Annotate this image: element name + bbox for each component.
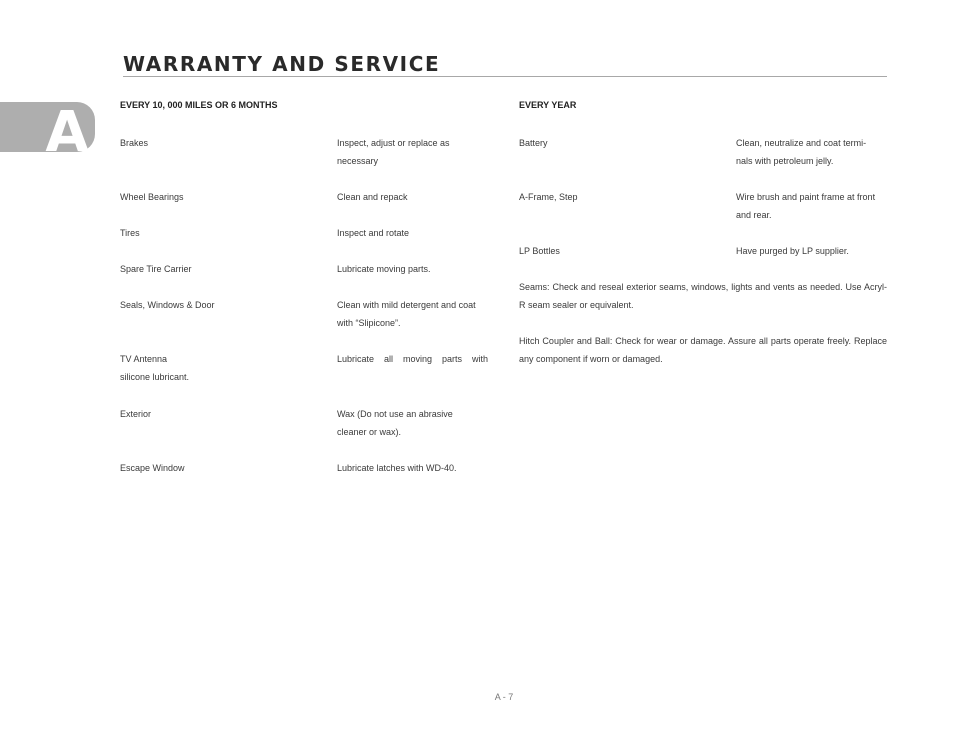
left-action-brakes: Inspect, adjust or replace as necessary (337, 138, 450, 166)
left-item-escape-window: Escape Window (120, 463, 185, 473)
left-action-spare-tire: Lubricate moving parts. (337, 264, 431, 274)
section-letter: A (45, 102, 89, 154)
seams-paragraph: Seams: Check and reseal exterior seams, windows, lights and vents as needed. Use Acryl-R seam sealer or equivalent. (519, 282, 887, 310)
title-rule (123, 76, 887, 77)
right-item-a-frame: A-Frame, Step (519, 192, 578, 202)
hitch-paragraph: Hitch Coupler and Ball: Check for wear or damage. Assure all parts operate freely. Replace any component if worn or damaged. (519, 336, 887, 364)
left-item-seals: Seals, Windows & Door (120, 300, 215, 310)
right-action-lp-bottles: Have purged by LP supplier. (736, 246, 849, 256)
left-item-tv-antenna: TV Antenna (120, 354, 168, 364)
left-action-tires: Inspect and rotate (337, 228, 410, 238)
left-item-wheel-bearings: Wheel Bearings (120, 192, 184, 202)
left-action-exterior: Wax (Do not use an abrasive cleaner or wax). (337, 409, 453, 437)
page-number: A - 7 (494, 692, 514, 702)
left-heading: EVERY 10, 000 MILES OR 6 MONTHS (120, 100, 278, 110)
right-item-lp-bottles: LP Bottles (519, 246, 560, 256)
left-action-tv-antenna-continuation: silicone lubricant. (120, 372, 190, 382)
right-action-battery: Clean, neutralize and coat termi-nals with petroleum jelly. (736, 138, 867, 166)
left-item-brakes: Brakes (120, 138, 149, 148)
left-item-exterior: Exterior (120, 409, 152, 419)
right-action-a-frame: Wire brush and paint frame at front and rear. (736, 192, 876, 220)
left-item-spare-tire: Spare Tire Carrier (120, 264, 192, 274)
right-item-battery: Battery (519, 138, 548, 148)
left-action-tv-antenna: Lubricate all moving parts with (337, 354, 488, 364)
left-action-wheel-bearings: Clean and repack (337, 192, 408, 202)
left-action-seals: Clean with mild detergent and coat with “Slipicone”. (337, 300, 476, 328)
page-title: WARRANTY AND SERVICE (123, 52, 441, 76)
left-item-tires: Tires (120, 228, 140, 238)
left-action-escape-window: Lubricate latches with WD-40. (337, 463, 457, 473)
right-heading: EVERY YEAR (519, 100, 577, 110)
